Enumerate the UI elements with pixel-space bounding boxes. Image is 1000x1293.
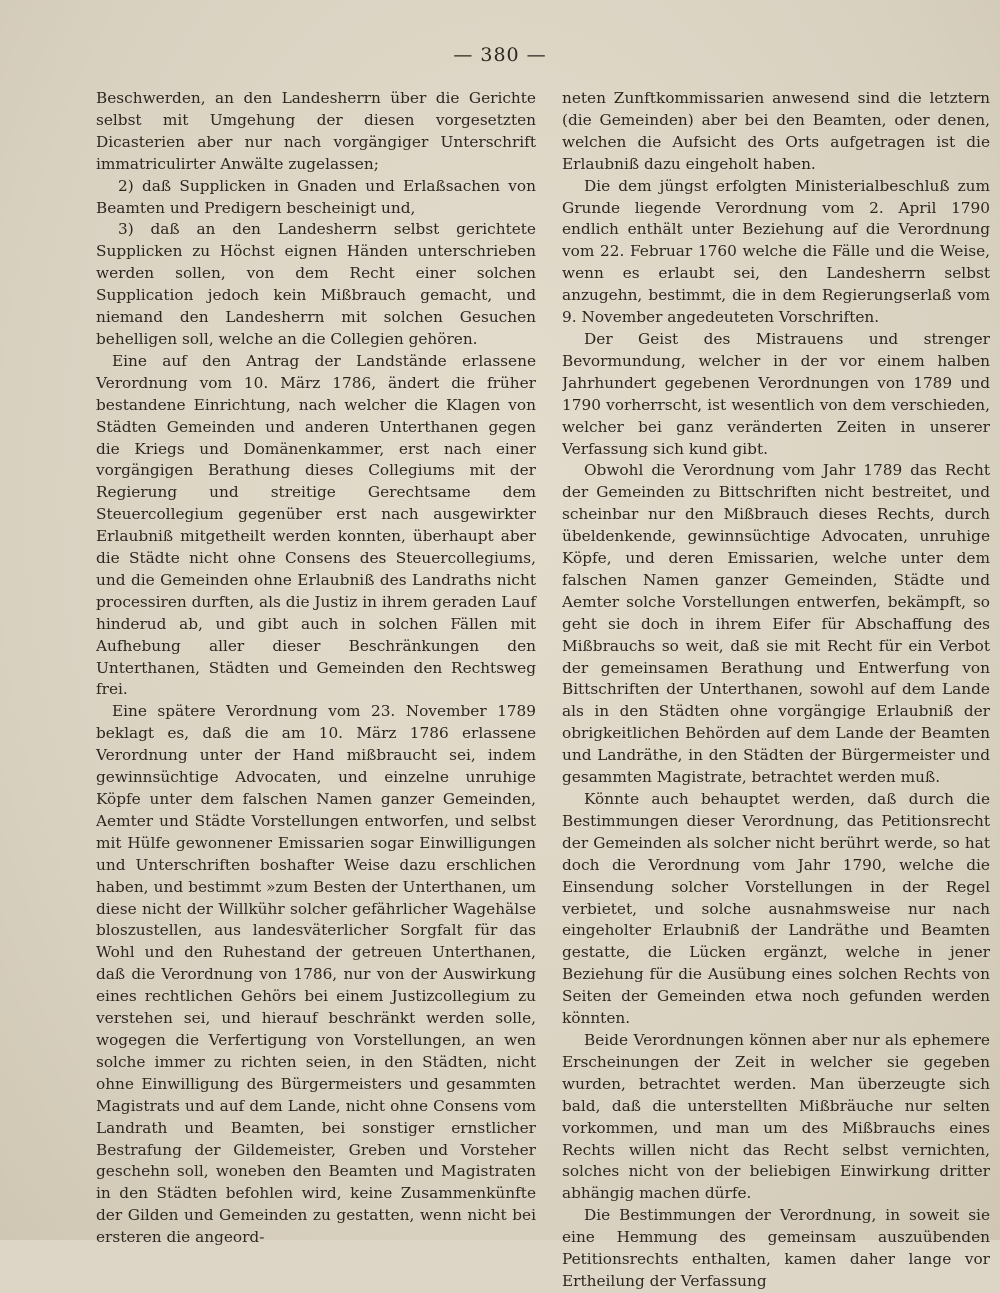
paragraph: Beschwerden, an den Landesherrn über die Gerichte selbst mit Umgehung der diesen vorgesetzten Dicasterien aber nur nach vorgängiger Unterschrift immatriculirter Anwälte zugelassen; <box>96 89 536 173</box>
paragraph: Die Bestimmungen der Verordnung, in soweit sie eine Hemmung des gemeinsam auszuübenden Petitionsrechts enthalten, kamen daher lange vor Ertheilung der Verfassung <box>562 1206 990 1290</box>
paragraph: Obwohl die Verordnung vom Jahr 1789 das Recht der Gemeinden zu Bittschriften nicht bestreitet, und scheinbar nur den Mißbrauch dieses Rechts, durch übeldenkende, gewinnsüchtige Advocaten, unruhige Köpfe, und deren Emissarien, welche unter dem falschen Namen ganzer Gemeinden, Städte und Aemter solche Vorstellungen entwerfen, bekämpft, so geht sie doch in ihrem Eifer für Abschaffung des Mißbrauchs so weit, daß sie mit Recht für ein Verbot der gemeinsamen Berathung und Entwerfung von Bittschriften der Unterthanen, sowohl auf dem Lande als in den Städten ohne vorgängige Erlaubniß der obrigkeitlichen Behörden auf dem Lande der Beamten und Landräthe, in den Städten der Bürgermeister und gesammten Magistrate, betrachtet werden muß. <box>562 461 990 787</box>
left-column <box>96 88 536 1249</box>
paragraph: 3) daß an den Landesherrn selbst gerichtete Supplicken zu Höchst eignen Händen unterschrieben werden sollen, von dem Recht einer solchen Supplication jedoch kein Mißbrauch gemacht, und niemand den Landesherrn mit solchen Gesuchen behelligen soll, welche an die Collegien gehören. <box>96 220 536 348</box>
paragraph: Eine spätere Verordnung vom 23. November 1789 beklagt es, daß die am 10. März 1786 erlassene Verordnung unter der Hand mißbraucht sei, indem gewinnsüchtige Advocaten, und einzelne unruhige Köpfe unter dem falschen Namen ganzer Gemeinden, Aemter und Städte Vorstellungen entworfen, und selbst mit Hülfe gewonnener Emissarien sogar Einwilligungen und Unterschriften boshafter Weise dazu erschlichen haben, und bestimmt »zum Besten der Unterthanen, um diese nicht der Willkühr solcher gefährlicher Wagehälse bloszustellen, aus landesväterlicher Sorgfalt für das Wohl und den Ruhestand der getreuen Unterthanen, daß die Verordnung von 1786, nur von der Auswirkung eines rechtlichen Gehörs bei einem Justizcollegium zu verstehen sei, und hierauf beschränkt werden solle, wogegen die Verfertigung von Vorstellungen, an wen solche immer zu richten seien, in den Städten, nicht ohne Einwilligung des Bürgermeisters und gesammten Magistrats und auf dem Lande, nicht ohne Consens vom Landrath und Beamten, bei sonstiger ernstlicher Bestrafung der Gildemeister, Greben und Vorsteher geschehn soll, woneben den Beamten und Magistraten in den Städten befohlen wird, keine Zusammenkünfte der Gilden und Gemeinden zu gestatten, wenn nicht bei ersteren die angeord- <box>96 702 536 1247</box>
paragraph: neten Zunftkommissarien anwesend sind die letztern (die Gemeinden) aber bei den Beamten, oder denen, welchen die Aufsicht des Orts aufgetragen ist die Erlaubniß dazu eingeholt haben. <box>562 89 990 173</box>
paragraph: Könnte auch behauptet werden, daß durch die Bestimmungen dieser Verordnung, das Petitionsrecht der Gemeinden als solcher nicht berührt werde, so hat doch die Verordnung vom Jahr 1790, welche die Einsendung solcher Vorstellungen in der Regel verbietet, und solche ausnahmsweise nur nach eingeholter Erlaubniß der Landräthe und Beamten gestatte, die Lücken ergänzt, welche in jener Beziehung für die Ausübung eines solchen Rechts von Seiten der Gemeinden etwa noch gefunden werden könnten. <box>562 790 990 1028</box>
paragraph: Die dem jüngst erfolgten Ministerialbeschluß zum Grunde liegende Verordnung vom 2. April 1790 endlich enthält unter Beziehung auf die Verordnung vom 22. Februar 1760 welche die Fälle und die Weise, wenn es erlaubt sei, den Landesherrn selbst anzugehn, bestimmt, die in dem Regierungserlaß vom 9. November angedeuteten Vorschriften. <box>562 176 990 327</box>
paragraph: 2) daß Supplicken in Gnaden und Erlaßsachen von Beamten und Predigern bescheinigt und, <box>96 176 536 217</box>
page-number: 380 <box>480 44 520 66</box>
page-header: — 380 — <box>453 44 547 66</box>
paragraph: Eine auf den Antrag der Landstände erlassene Verordnung vom 10. März 1786, ändert die früher bestandene Einrichtung, nach welcher die Klagen von Städten Gemeinden und anderen Unterthanen gegen die Kriegs und Domänenkammer, erst nach einer vorgängigen Berathung dieses Collegiums mit der Regierung und streitige Gerechtsame dem Steuercollegium gegenüber erst nach ausgewirkter Erlaubniß mitgetheilt werden konnten, überhaupt aber die Städte nicht ohne Consens des Steuercollegiums, und die Gemeinden ohne Erlaubniß des Landraths nicht processiren durften, als die Justiz in ihrem geraden Lauf hinderud ab, und gibt auch in solchen Fällen mit Aufhebung aller dieser Beschränkungen den Unterthanen, Städten und Gemeinden den Rechtsweg frei. <box>96 351 536 699</box>
right-column <box>562 88 990 1293</box>
paragraph: Der Geist des Mistrauens und strenger Bevormundung, welcher in der vor einem halben Jahrhundert gegebenen Verordnungen von 1789 und 1790 vorherrscht, ist wesentlich von dem verschieden, welcher bei ganz veränderten Zeiten in unserer Verfassung sich kund gibt. <box>562 329 990 458</box>
paragraph: Beide Verordnungen können aber nur als ephemere Erscheinungen der Zeit in welcher sie gegeben wurden, betrachtet werden. Man überzeugte sich bald, daß die unterstellten Mißbräuche nur selten vorkommen, und man um des Mißbrauchs eines Rechts willen nicht das Recht selbst vernichten, solches nicht von der beliebigen Einwirkung dritter abhängig machen dürfe. <box>562 1030 990 1203</box>
